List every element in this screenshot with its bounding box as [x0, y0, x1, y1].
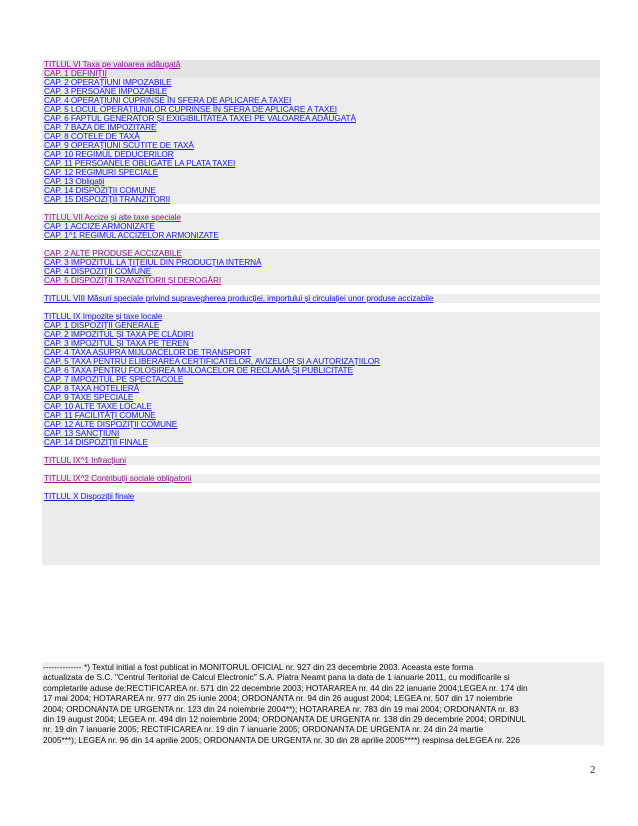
toc-row [42, 348, 600, 357]
toc-row [42, 123, 600, 132]
spacer [42, 447, 600, 456]
toc-row [42, 114, 600, 123]
footnote-line: nr. 19 din 7 ianuarie 2005; RECTIFICAREA nr. 19 din 7 ianuarie 2005; ORDONANTA DE URGENTA nr. 24 din 24 martie [43, 724, 484, 735]
toc-link[interactable]: CAP. 13 Obligații [44, 177, 105, 186]
toc-link[interactable]: CAP. 5 LOCUL OPERAȚIUNILOR CUPRINSE ÎN SFERA DE APLICARE A TAXEI [44, 105, 337, 114]
toc-row [42, 141, 600, 150]
toc-row [42, 474, 600, 483]
footnote-line: din 19 august 2004; LEGEA nr. 494 din 12 noiembrie 2004; ORDONANTA DE URGENTA nr. 138 din 29 decembrie 2004; ORDINUL [43, 714, 527, 725]
toc-row [42, 150, 600, 159]
spacer [42, 240, 600, 249]
toc-link[interactable]: CAP. 9 OPERAȚIUNI SCUTITE DE TAXĂ [44, 141, 194, 150]
footnote-line: actualizata de S.C. "Centrul Teritorial de Calcul Electronic" S.A. Piatra Neamt pana la data de 1 ianuarie 2011, cu modificarile si [43, 672, 510, 683]
toc-link[interactable]: CAP. 7 BAZA DE IMPOZITARE [44, 123, 157, 132]
toc-row [42, 402, 600, 411]
toc-row [42, 222, 600, 231]
toc-link[interactable]: CAP. 12 REGIMURI SPECIALE [44, 168, 159, 177]
toc-row [42, 294, 600, 303]
toc-link[interactable]: CAP. 6 FAPTUL GENERATOR ȘI EXIGIBILITATEA TAXEI PE VALOAREA ADĂUGATĂ [44, 114, 356, 123]
toc-link[interactable]: TITLUL VII Accize și alte taxe speciale [44, 213, 181, 222]
toc-link[interactable]: CAP. 4 TAXA ASUPRA MIJLOACELOR DE TRANSPORT [44, 348, 252, 357]
toc-link[interactable]: CAP. 14 DISPOZIȚII COMUNE [44, 186, 156, 195]
toc-row [42, 105, 600, 114]
toc-link[interactable]: TITLUL IX^1 Infracțiuni [44, 456, 126, 465]
toc-row [42, 78, 600, 87]
toc-link[interactable]: CAP. 3 IMPOZITUL LA ȚIȚEIUL DIN PRODUCȚIA INTERNĂ [44, 258, 262, 267]
toc-row [42, 330, 600, 339]
toc-link[interactable]: CAP. 11 PERSOANELE OBLIGATE LA PLATA TAXEI [44, 159, 236, 168]
footnote-line: completarile aduse de:RECTIFICAREA nr. 571 din 22 decembrie 2003; HOTARAREA nr. 44 din 22 ianuarie 2004;LEGEA nr. 174 din [43, 682, 528, 693]
toc-row [42, 492, 600, 501]
table-of-contents [42, 60, 600, 565]
toc-row [42, 159, 600, 168]
toc-row [42, 456, 600, 465]
toc-row [42, 177, 600, 186]
toc-row [42, 231, 600, 240]
toc-link[interactable]: CAP. 3 PERSOANE IMPOZABILE [44, 87, 168, 96]
spacer [42, 483, 600, 492]
footnote-line: 17 mai 2004; HOTARAREA nr. 977 din 25 iunie 2004; ORDONANTA nr. 94 din 26 august 2004; LEGEA nr. 507 din 17 noiembrie [43, 693, 513, 704]
toc-row [42, 420, 600, 429]
toc-link[interactable]: CAP. 10 ALTE TAXE LOCALE [44, 402, 152, 411]
toc-row [42, 321, 600, 330]
footnote-line: 2004; ORDONANTA DE URGENTA nr. 123 din 24 noiembrie 2004**); HOTARAREA nr. 783 din 19 mai 2004; ORDONANTA nr. 83 [43, 703, 519, 714]
toc-link[interactable]: CAP. 15 DISPOZIȚII TRANZITORII [44, 195, 171, 204]
footnote [42, 662, 604, 745]
toc-link[interactable]: TITLUL X Dispoziții finale [44, 492, 135, 501]
toc-row [42, 429, 600, 438]
toc-row [42, 357, 600, 366]
toc-row [42, 312, 600, 321]
toc-link[interactable]: CAP. 13 SANCȚIUNI [44, 429, 120, 438]
toc-row [42, 411, 600, 420]
toc-link[interactable]: CAP. 5 TAXA PENTRU ELIBERAREA CERTIFICATELOR, AVIZELOR ȘI A AUTORIZAȚIILOR [44, 357, 380, 366]
empty-area [42, 501, 600, 565]
toc-link[interactable]: CAP. 4 DISPOZIȚII COMUNE [44, 267, 152, 276]
toc-row [42, 96, 600, 105]
spacer [42, 465, 600, 474]
toc-link[interactable]: CAP. 12 ALTE DISPOZIȚII COMUNE [44, 420, 178, 429]
toc-row [42, 195, 600, 204]
footnote-line: 2005***); LEGEA nr. 96 din 14 aprilie 2005; ORDONANTA DE URGENTA nr. 30 din 28 aprilie 2005****) respinsa deLEGEA nr. 226 [43, 734, 521, 745]
footnote-line: -------------- *) Textul initial a fost publicat in MONITORUL OFICIAL nr. 927 din 23 decembrie 2003. Aceasta este forma [43, 662, 474, 672]
toc-link[interactable]: CAP. 2 IMPOZITUL ȘI TAXA PE CLĂDIRI [44, 330, 194, 339]
spacer [42, 303, 600, 312]
toc-row [42, 276, 600, 285]
toc-row [42, 60, 600, 69]
toc-link[interactable]: CAP. 5 DISPOZIȚII TRANZITORII ȘI DEROGĂRI [44, 276, 222, 285]
toc-row [42, 186, 600, 195]
toc-row [42, 249, 600, 258]
toc-link[interactable]: CAP. 8 TAXA HOTELIERĂ [44, 384, 140, 393]
toc-link[interactable]: CAP. 3 IMPOZITUL ȘI TAXA PE TEREN [44, 339, 189, 348]
toc-link[interactable]: CAP. 10 REGIMUL DEDUCERILOR [44, 150, 174, 159]
toc-row [42, 258, 600, 267]
toc-row [42, 69, 600, 78]
toc-row [42, 438, 600, 447]
toc-row [42, 132, 600, 141]
toc-link[interactable]: CAP. 1^1 REGIMUL ACCIZELOR ARMONIZATE [44, 231, 219, 240]
toc-row [42, 168, 600, 177]
toc-link[interactable]: CAP. 2 ALTE PRODUSE ACCIZABILE [44, 249, 182, 258]
page-number: 2 [590, 764, 596, 776]
toc-link[interactable]: CAP. 14 DISPOZIȚII FINALE [44, 438, 148, 447]
toc-link[interactable]: TITLUL IX Impozite și taxe locale [44, 312, 163, 321]
toc-row [42, 87, 600, 96]
toc-row [42, 366, 600, 375]
toc-link[interactable]: CAP. 6 TAXA PENTRU FOLOSIREA MIJLOACELOR DE RECLAMĂ ȘI PUBLICITATE [44, 366, 353, 375]
toc-link[interactable]: CAP. 7 IMPOZITUL PE SPECTACOLE [44, 375, 184, 384]
toc-link[interactable]: CAP. 2 OPERAȚIUNI IMPOZABILE [44, 78, 172, 87]
toc-row [42, 213, 600, 222]
toc-row [42, 267, 600, 276]
toc-row [42, 393, 600, 402]
toc-link[interactable]: CAP. 1 DISPOZIȚII GENERALE [44, 321, 160, 330]
toc-link[interactable]: CAP. 9 TAXE SPECIALE [44, 393, 134, 402]
toc-row [42, 339, 600, 348]
toc-link[interactable]: CAP. 4 OPERAȚIUNI CUPRINSE ÎN SFERA DE APLICARE A TAXEI [44, 96, 292, 105]
toc-link[interactable]: TITLUL VIII Măsuri speciale privind supravegherea producției, importului și circulației unor produse accizabile [44, 294, 434, 303]
toc-link[interactable]: CAP. 1 ACCIZE ARMONIZATE [44, 222, 155, 231]
spacer [42, 285, 600, 294]
toc-link[interactable]: CAP. 1 DEFINIȚII [44, 69, 107, 78]
toc-link[interactable]: TITLUL IX^2 Contribuții sociale obligatorii [44, 474, 192, 483]
spacer [42, 204, 600, 213]
toc-link[interactable]: CAP. 8 COTELE DE TAXĂ [44, 132, 140, 141]
toc-link[interactable]: CAP. 11 FACILITĂȚI COMUNE [44, 411, 156, 420]
toc-link[interactable]: TITLUL VI Taxa pe valoarea adăugată [44, 60, 181, 69]
toc-row [42, 375, 600, 384]
toc-row [42, 384, 600, 393]
